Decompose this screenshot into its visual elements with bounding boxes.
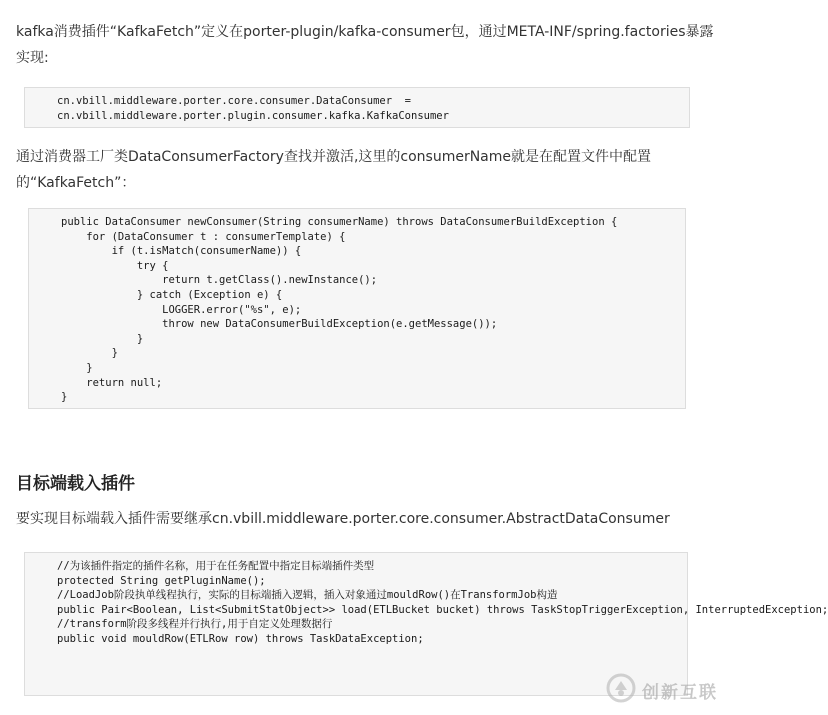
brand-logo-icon — [606, 673, 636, 707]
code-block-new-consumer — [28, 208, 686, 409]
code-line: if (t.isMatch(consumerName)) { — [61, 245, 302, 258]
code-line: return null; — [61, 376, 163, 389]
intro-paragraph: kafka消费插件“KafkaFetch”定义在porter-plugin/kafka-consumer包，通过META-INF/spring.factories暴露实现: — [16, 24, 714, 66]
code-line: //为该插件指定的插件名称，用于在任务配置中指定目标端插件类型 — [57, 560, 375, 572]
code-text — [57, 559, 828, 647]
code-line: cn.vbill.middleware.porter.plugin.consumer.kafka.KafkaConsumer — [57, 109, 449, 122]
factory-paragraph: 通过消费器工厂类DataConsumerFactory查找并激活,这里的consumerName就是在配置文件中配置的“KafkaFetch”： — [16, 149, 652, 191]
code-line: cn.vbill.middleware.porter.core.consumer.DataConsumer = — [57, 95, 412, 107]
code-line: for (DataConsumer t : consumerTemplate) { — [61, 230, 346, 243]
code-line: return t.getClass().newInstance(); — [61, 274, 378, 287]
code-line: protected String getPluginName(); — [57, 574, 266, 587]
code-line: } — [61, 347, 118, 360]
code-line: public void mouldRow(ETLRow row) throws TaskDataException; — [57, 632, 424, 645]
code-line: } — [61, 361, 93, 374]
code-line: public Pair<Boolean, List<SubmitStatObject>> load(ETLBucket bucket) throws TaskStopTriggerException, InterruptedException; — [57, 603, 828, 616]
watermark-text: 创新互联 — [642, 682, 718, 703]
code-line: LOGGER.error("%s", e); — [61, 303, 302, 316]
code-text — [57, 94, 689, 123]
code-line: public DataConsumer newConsumer(String consumerName) throws DataConsumerBuildException { — [61, 216, 618, 228]
watermark — [606, 673, 718, 707]
code-line: } — [61, 391, 68, 404]
code-line: throw new DataConsumerBuildException(e.getMessage()); — [61, 318, 498, 331]
section-heading: 目标端载入插件 — [16, 474, 135, 494]
code-line: //transform阶段多线程并行执行,用于自定义处理数据行 — [57, 618, 333, 631]
inherit-paragraph: 要实现目标端载入插件需要继承cn.vbill.middleware.porter.core.consumer.AbstractDataConsumer — [16, 511, 670, 527]
code-block-spring-factories — [24, 87, 690, 128]
code-line: } catch (Exception e) { — [61, 288, 283, 301]
code-text — [61, 215, 685, 405]
code-line: //LoadJob阶段执单线程执行，实际的目标端插入逻辑，插入对象通过mouldRow()在TransformJob构造 — [57, 589, 558, 602]
code-line: } — [61, 332, 144, 345]
code-line: try { — [61, 259, 169, 272]
